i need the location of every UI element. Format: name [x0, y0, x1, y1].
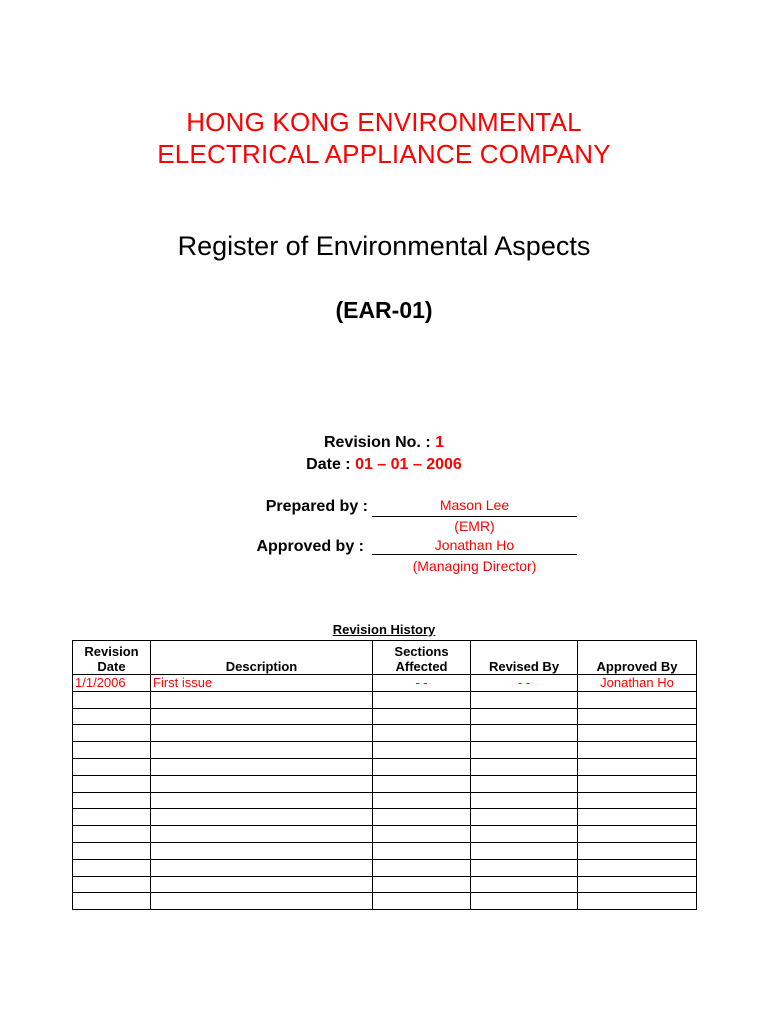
table-row: [73, 775, 697, 792]
cell-revised-by: [471, 809, 578, 826]
cell-revision-date: [73, 809, 151, 826]
revision-history-body: [73, 675, 697, 910]
cell-approved-by: [578, 876, 697, 893]
cell-sections-affected: [373, 809, 471, 826]
cell-revised-by: [471, 691, 578, 708]
cell-description: [151, 708, 373, 725]
cell-description: [151, 742, 373, 759]
cell-sections-affected: [373, 826, 471, 843]
prepared-by-name: Mason Lee: [439, 497, 510, 513]
cell-description: [151, 775, 373, 792]
company-name: [0, 106, 768, 170]
cell-revision-date: [73, 758, 151, 775]
header-revised-by: Revised By: [471, 641, 578, 675]
cell-description: [151, 876, 373, 893]
cell-approved-by: [578, 742, 697, 759]
cell-revised-by: [471, 876, 578, 893]
table-row: [73, 826, 697, 843]
cell-approved-by: [578, 893, 697, 910]
cell-sections-affected: [373, 725, 471, 742]
header-approved-by: Approved By: [578, 641, 697, 675]
cell-description: [151, 842, 373, 859]
cell-description: First issue: [151, 675, 373, 692]
revision-number-label: Revision No. :: [323, 434, 431, 451]
cell-approved-by: [578, 758, 697, 775]
cell-revision-date: [73, 792, 151, 809]
cell-sections-affected: [373, 775, 471, 792]
cell-sections-affected: [373, 842, 471, 859]
cell-sections-affected: [373, 758, 471, 775]
prepared-by-signature-line: [372, 497, 577, 517]
cell-revision-date: [73, 893, 151, 910]
table-row: [73, 842, 697, 859]
cell-description: [151, 792, 373, 809]
cell-sections-affected: [373, 792, 471, 809]
cell-sections-affected: [373, 691, 471, 708]
cell-revision-date: [73, 725, 151, 742]
cell-description: [151, 725, 373, 742]
revision-date-line: [0, 455, 768, 475]
cell-revised-by: - -: [471, 675, 578, 692]
cell-description: [151, 859, 373, 876]
cell-description: [151, 893, 373, 910]
table-row: [73, 675, 697, 692]
cell-revised-by: [471, 826, 578, 843]
cell-revision-date: [73, 842, 151, 859]
cell-revision-date: [73, 742, 151, 759]
approved-by-name: Jonathan Ho: [434, 537, 515, 553]
cell-revision-date: [73, 859, 151, 876]
cell-approved-by: [578, 842, 697, 859]
cell-description: [151, 758, 373, 775]
cell-approved-by: [578, 792, 697, 809]
approved-by-label: Approved by :: [256, 538, 364, 555]
table-row: [73, 859, 697, 876]
company-name-line1: HONG KONG ENVIRONMENTAL: [186, 107, 582, 137]
header-sections-affected: Sections Affected: [373, 641, 471, 675]
cell-revision-date: [73, 708, 151, 725]
cell-revised-by: [471, 775, 578, 792]
cell-revised-by: [471, 792, 578, 809]
revision-history-header-row: [73, 641, 697, 675]
document-title: Register of Environmental Aspects: [177, 231, 591, 261]
cell-revised-by: [471, 725, 578, 742]
revision-number-line: [0, 433, 768, 453]
cell-approved-by: [578, 809, 697, 826]
cell-revision-date: [73, 691, 151, 708]
cell-description: [151, 826, 373, 843]
company-name-line2: ELECTRICAL APPLIANCE COMPANY: [157, 139, 611, 169]
cell-revised-by: [471, 859, 578, 876]
cell-sections-affected: [373, 893, 471, 910]
cell-revision-date: 1/1/2006: [73, 675, 151, 692]
cell-sections-affected: [373, 742, 471, 759]
table-row: [73, 725, 697, 742]
table-row: [73, 792, 697, 809]
cell-description: [151, 691, 373, 708]
cell-approved-by: [578, 826, 697, 843]
cell-revised-by: [471, 758, 578, 775]
cell-revised-by: [471, 708, 578, 725]
cell-revised-by: [471, 742, 578, 759]
table-row: [73, 893, 697, 910]
cell-approved-by: [578, 859, 697, 876]
table-row: [73, 758, 697, 775]
cell-revision-date: [73, 876, 151, 893]
cell-revision-date: [73, 826, 151, 843]
cell-approved-by: [578, 775, 697, 792]
document-code: (EAR-01): [335, 297, 433, 323]
cell-revised-by: [471, 893, 578, 910]
revision-date-label: Date :: [306, 456, 351, 473]
approved-by-signature-line: [372, 536, 577, 555]
cell-sections-affected: - -: [373, 675, 471, 692]
table-row: [73, 876, 697, 893]
prepared-by-role: (EMR): [454, 518, 495, 534]
cell-revision-date: [73, 775, 151, 792]
table-row: [73, 809, 697, 826]
revision-history-table: [72, 640, 697, 910]
table-row: [73, 691, 697, 708]
cell-sections-affected: [373, 859, 471, 876]
cell-description: [151, 809, 373, 826]
cell-sections-affected: [373, 876, 471, 893]
cell-revised-by: [471, 842, 578, 859]
cell-approved-by: [578, 725, 697, 742]
prepared-by-label: Prepared by :: [265, 498, 368, 515]
revision-number-value: 1: [435, 434, 445, 451]
table-row: [73, 708, 697, 725]
cell-sections-affected: [373, 708, 471, 725]
revision-history-caption: Revision History: [332, 622, 436, 637]
cell-approved-by: [578, 708, 697, 725]
table-row: [73, 742, 697, 759]
approved-by-role: (Managing Director): [412, 558, 537, 574]
header-revision-date: Revision Date: [73, 641, 151, 675]
revision-date-value: 01 – 01 – 2006: [355, 456, 462, 473]
cell-approved-by: Jonathan Ho: [578, 675, 697, 692]
header-description: Description: [151, 641, 373, 675]
cell-approved-by: [578, 691, 697, 708]
